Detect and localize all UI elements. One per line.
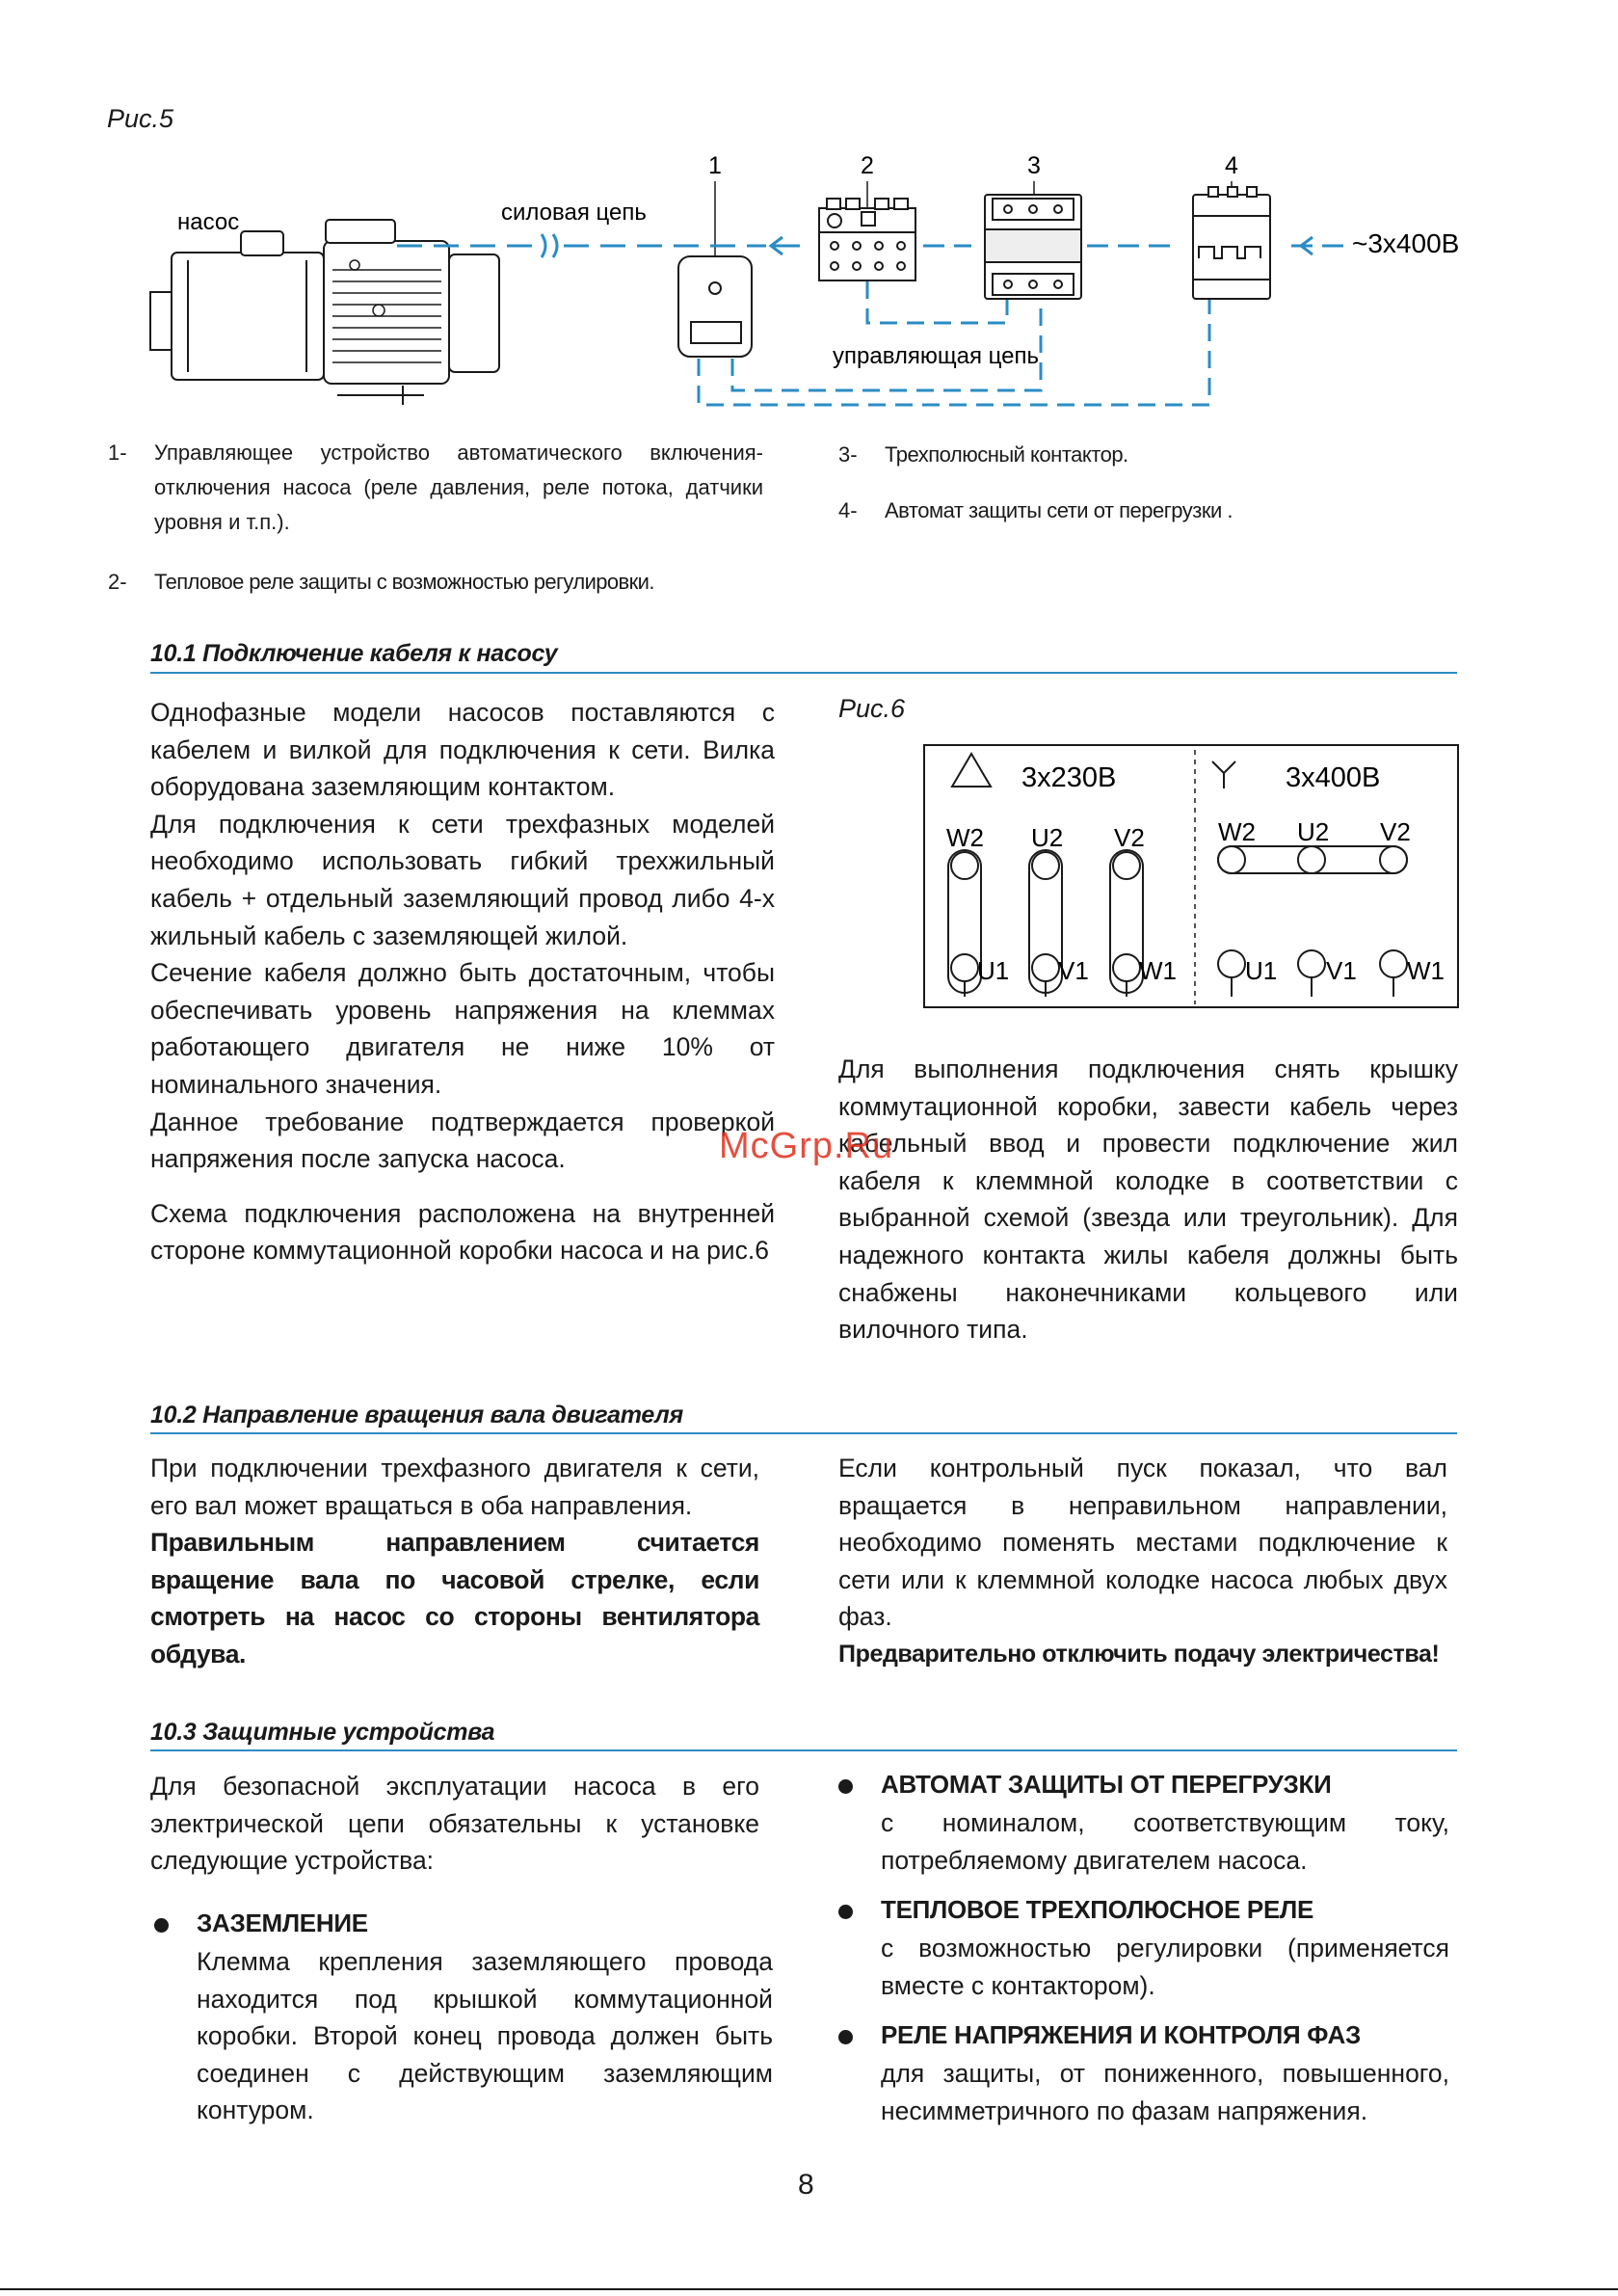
s2-right-text: Если контрольный пуск показал, что вал вращается в неправильном направлении, необходимо поменять местами подключение к сети или к клеммной колодке насоса любых двух фаз. xyxy=(838,1454,1447,1632)
star-u2: U2 xyxy=(1297,817,1330,846)
fig5-diagram xyxy=(0,135,1618,424)
bullet-dot-icon xyxy=(838,2030,853,2044)
star-label: 3x400В xyxy=(1286,762,1381,793)
bullet-3-text: с возможностью регулировки (применяется вместе с контактором). xyxy=(881,1934,1449,2000)
fig5-num-4: 4 xyxy=(1225,152,1238,179)
bullet-1-text: Клемма крепления заземляющего провода находится под крышкой коммутационной коробки. Второй конец провода должен быть соединен с действующим заземляющим контуром. xyxy=(197,1947,773,2125)
bullet-2-text: с номиналом, соответствующим току, потребляемому двигателем насоса. xyxy=(881,1808,1449,1875)
bottom-edge xyxy=(0,2288,1618,2290)
section-10-1-title: 10.1 Подключение кабеля к насосу xyxy=(150,640,558,667)
section-10-2-title: 10.2 Направление вращения вала двигателя xyxy=(150,1402,683,1428)
s1-para-1: Однофазные модели насосов поставляются с кабелем и вилкой для подключения к сети. Вилка оборудована заземляющим контактом. xyxy=(150,698,775,802)
fig6-label: Рис.6 xyxy=(838,694,906,723)
section-10-2-rule xyxy=(150,1432,1457,1434)
bullet-2-text-block xyxy=(881,1804,1449,1879)
s1-para-5: Схема подключения расположена на внутренней стороне коммутационной коробки насоса и на рис.6 xyxy=(150,1198,775,1266)
bullet-3-text-block xyxy=(881,1930,1449,2004)
bullet-dot-icon xyxy=(838,1905,853,1919)
bullet-4-text: для защиты, от пониженного, повышенного, несимметричного по фазам напряжения. xyxy=(881,2059,1449,2125)
star-w2: W2 xyxy=(1218,817,1256,846)
page-number: 8 xyxy=(798,2169,814,2201)
star-v1: V1 xyxy=(1326,956,1357,985)
control-circuit-label: управляющая цепь xyxy=(833,343,1039,369)
bullet-1-text-block xyxy=(197,1943,773,2129)
delta-v1: V1 xyxy=(1058,956,1089,985)
fig5-num-3: 3 xyxy=(1027,152,1041,179)
section-10-3-title: 10.3 Защитные устройства xyxy=(150,1719,495,1746)
delta-w2: W2 xyxy=(946,823,984,852)
s1-para-3: Сечение кабеля должно быть достаточным, чтобы обеспечивать уровень напряжения на клеммах работающего двигателя не ниже 10% от номинального значения. xyxy=(150,958,775,1099)
bullet-4-text-block xyxy=(881,2055,1449,2129)
bullet-dot-icon xyxy=(154,1918,169,1933)
legend-1-num: 1- xyxy=(108,441,127,465)
pump-label: насос xyxy=(177,209,240,235)
power-circuit-label: силовая цепь xyxy=(501,200,647,226)
s2-left-text: При подключении трехфазного двигателя к сети, его вал может вращаться в оба направления. xyxy=(150,1454,759,1520)
delta-w1: W1 xyxy=(1139,956,1177,985)
delta-u2: U2 xyxy=(1031,823,1064,852)
fig6-diagram xyxy=(923,744,1459,1010)
legend-1 xyxy=(108,436,773,551)
legend-2-num: 2- xyxy=(108,570,127,594)
fig5-num-2: 2 xyxy=(861,152,874,179)
s1-para-2: Для подключения к сети трехфазных моделей необходимо использовать гибкий трехжильный кабель + отдельный заземляющий провод либо 4-х жильный кабель с заземляющей жилой. xyxy=(150,809,775,950)
supply-label: ~3x400В xyxy=(1352,228,1460,258)
section-10-2-right xyxy=(838,1450,1447,1673)
delta-v2: V2 xyxy=(1114,823,1145,852)
s3-intro-text: Для безопасной эксплуатации насоса в его электрической цепи обязательны к установке следующие устройства: xyxy=(150,1772,759,1876)
star-w1: W1 xyxy=(1407,956,1445,985)
bullet-dot-icon xyxy=(838,1779,853,1794)
bullet-2-title: АВТОМАТ ЗАЩИТЫ ОТ ПЕРЕГРУЗКИ xyxy=(881,1770,1332,1799)
pump-drawing xyxy=(150,220,499,405)
section-10-3-intro xyxy=(150,1768,759,1880)
legend-3 xyxy=(838,438,1378,476)
legend-2-text: Тепловое реле защиты с возможностью регулировки. xyxy=(154,570,654,594)
control-unit xyxy=(678,256,752,357)
legend-4-num: 4- xyxy=(838,498,858,522)
thermal-relay xyxy=(819,199,915,280)
s1-right-para: Для выполнения подключения снять крышку коммутационной коробки, завести кабель через кабельный ввод и провести подключение жил кабеля к клеммной колодке в соответствии с выбранной схемой (звезда или треугольник). Для надежного контакта жилы кабеля должны быть снабжены наконечниками кольцевого или вилочного типа. xyxy=(838,1055,1458,1345)
s2-left-bold: Правильным направлением считается вращение вала по часовой стрелке, если смотреть на насос со стороны вентилятора обдува. xyxy=(150,1528,759,1669)
bullet-1-title: ЗАЗЕМЛЕНИЕ xyxy=(197,1909,368,1937)
delta-label: 3x230В xyxy=(1021,762,1117,793)
legend-1-text: Управляющее устройство автоматического включения-отключения насоса (реле давления, реле потока, датчики уровня и т.п.). xyxy=(154,441,763,534)
section-10-1-right xyxy=(838,1051,1458,1348)
circuit-breaker xyxy=(1193,187,1270,299)
fig5-label: Рис.5 xyxy=(107,104,174,133)
section-10-3-rule xyxy=(150,1749,1457,1751)
watermark: McGrp.Ru xyxy=(719,1126,894,1166)
legend-3-num: 3- xyxy=(838,442,858,467)
delta-u1: U1 xyxy=(977,956,1010,985)
legend-4-text: Автомат защиты сети от перегрузки . xyxy=(885,498,1233,522)
section-10-2-left xyxy=(150,1450,759,1673)
legend-4 xyxy=(838,494,1378,532)
s2-right-bold: Предварительно отключить подачу электричества! xyxy=(838,1640,1440,1668)
star-u1: U1 xyxy=(1245,956,1278,985)
section-10-1-rule xyxy=(150,672,1457,674)
legend-2 xyxy=(108,565,773,603)
s1-para-4: Данное требование подтверждается проверкой напряжения после запуска насоса. xyxy=(150,1107,775,1174)
bullet-3-title: ТЕПЛОВОЕ ТРЕХПОЛЮСНОЕ РЕЛЕ xyxy=(881,1895,1313,1924)
fig5-num-1: 1 xyxy=(708,152,722,179)
bullet-4-title: РЕЛЕ НАПРЯЖЕНИЯ И КОНТРОЛЯ ФАЗ xyxy=(881,2020,1361,2049)
star-v2: V2 xyxy=(1380,817,1411,846)
section-10-1-left xyxy=(150,694,775,1269)
contactor xyxy=(985,195,1081,299)
legend-3-text: Трехполюсный контактор. xyxy=(885,442,1128,467)
